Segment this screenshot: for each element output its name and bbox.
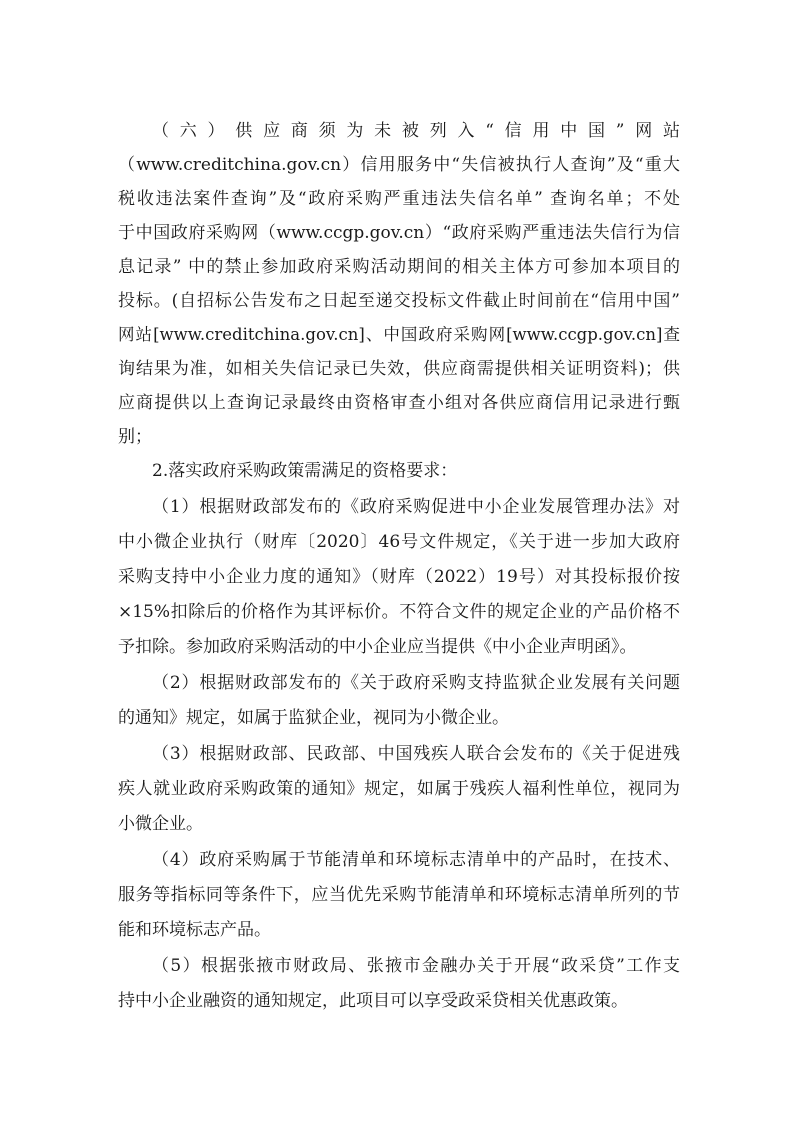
item-5-line-2: 持中小企业融资的通知规定，此项目可以享受政采贷相关优惠政策。 [118, 991, 628, 1011]
paragraph-6-line-10: 别； [118, 427, 152, 447]
paragraph-6-line-1: （六）供应商须为未被列入“信用中国”网站 [152, 121, 680, 141]
item-2-line-1: （2）根据财政部发布的《关于政府采购支持监狱企业发展有关问题 [152, 673, 680, 693]
paragraph-6-line-5: 息记录” 中的禁止参加政府采购活动期间的相关主体方可参加本项目的 [118, 257, 680, 277]
item-4-line-3: 能和环境标志产品。 [118, 920, 271, 940]
item-3-line-1: （3）根据财政部、民政部、中国残疾人联合会发布的《关于促进残 [152, 744, 680, 764]
item-3-line-2: 疾人就业政府采购政策的通知》规定，如属于残疾人福利性单位，视同为 [118, 779, 680, 799]
paragraph-6-line-2: （www.creditchina.gov.cn）信用服务中“失信被执行人查询”及“重大 [118, 155, 680, 175]
item-4-line-1: （4）政府采购属于节能清单和环境标志清单中的产品时，在技术、 [152, 850, 680, 870]
item-1-line-4: ×15%扣除后的价格作为其评标价。不符合文件的规定企业的产品价格不 [118, 602, 680, 622]
paragraph-6-line-9: 应商提供以上查询记录最终由资格审查小组对各供应商信用记录进行甄 [118, 393, 680, 413]
item-4-line-2: 服务等指标同等条件下，应当优先采购节能清单和环境标志清单所列的节 [118, 885, 680, 905]
section-heading-2: 2.落实政府采购政策需满足的资格要求： [152, 461, 458, 481]
paragraph-6-line-6: 投标。(自招标公告发布之日起至递交投标文件截止时间前在“信用中国” [118, 291, 680, 311]
item-1-line-5: 予扣除。参加政府采购活动的中小企业应当提供《中小企业声明函》。 [118, 637, 637, 657]
paragraph-6-line-3: 税收违法案件查询”及“政府采购严重违法失信名单” 查询名单；不处 [118, 189, 680, 209]
item-3-line-3: 小微企业。 [118, 814, 203, 834]
paragraph-6-line-8: 询结果为准，如相关失信记录已失效，供应商需提供相关证明资料)；供 [118, 359, 680, 379]
item-1-line-3: 采购支持中小企业力度的通知》（财库（2022）19号）对其投标报价按 [118, 567, 680, 587]
item-5-line-1: （5）根据张掖市财政局、张掖市金融办关于开展“政采贷”工作支 [152, 956, 680, 976]
paragraph-6-line-7: 网站[www.creditchina.gov.cn]、中国政府采购网[www.ccgp.gov.cn]查 [118, 325, 680, 344]
item-1-line-2: 中小微企业执行（财库〔2020〕46号文件规定，《关于进一步加大政府 [118, 532, 680, 552]
paragraph-6-line-4: 于中国政府采购网（www.ccgp.gov.cn）“政府采购严重违法失信行为信 [118, 223, 680, 243]
item-2-line-2: 的通知》规定，如属于监狱企业，视同为小微企业。 [118, 708, 509, 728]
item-1-line-1: （1）根据财政部发布的《政府采购促进中小企业发展管理办法》对 [152, 497, 680, 517]
